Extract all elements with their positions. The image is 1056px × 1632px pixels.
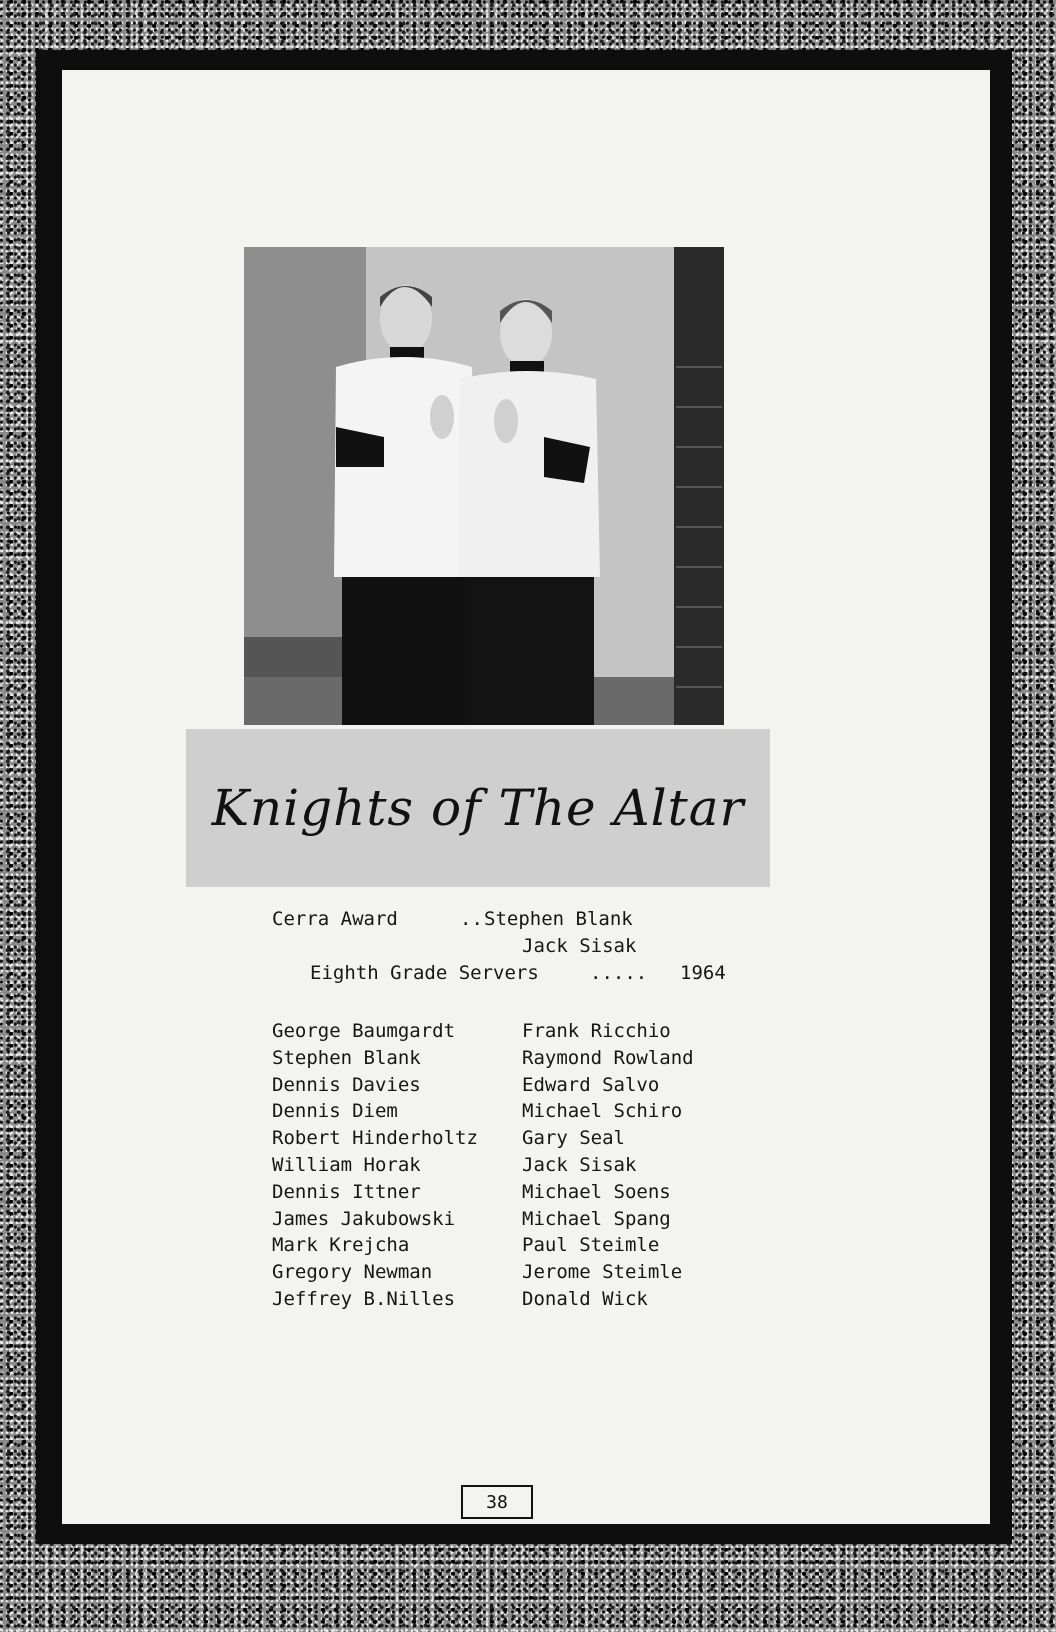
list-item: Donald Wick [522,1287,648,1310]
list-item: Paul Steimle [522,1234,660,1257]
list-item: Mark Krejcha [272,1234,410,1257]
list-item: Robert Hinderholtz [272,1127,478,1150]
cerra-award-recipient: Jack Sisak [522,935,637,957]
list-item: Frank Ricchio [522,1020,671,1042]
list-item: Jerome Steimle [522,1261,683,1284]
list-item: Gregory Newman [272,1261,433,1284]
title-banner [186,729,770,887]
list-item: Dennis Davies [272,1073,421,1096]
list-item: William Horak [272,1153,421,1176]
list-item: Dennis Ittner [272,1180,421,1203]
servers-heading-year: 1964 [680,962,726,984]
list-item: George Baumgardt [272,1020,456,1042]
list-item: Michael Soens [522,1180,671,1203]
list-item: Michael Schiro [522,1100,683,1123]
servers-list-right [522,1018,782,1313]
list-item: Jack Sisak [522,1153,637,1176]
list-item: Dennis Diem [272,1100,398,1123]
cerra-award-label: Cerra Award [272,908,398,930]
list-item: Michael Spang [522,1207,671,1230]
cerra-award-recipient: Stephen Blank [484,908,633,930]
altar-servers-photo [244,247,724,725]
page-number: 38 [461,1485,533,1519]
servers-heading-dots: ..... [590,962,648,984]
list-item: James Jakubowski [272,1207,456,1230]
list-item: Edward Salvo [522,1073,660,1096]
servers-list-left [272,1018,532,1313]
list-item: Jeffrey B.Nilles [272,1287,456,1310]
list-item: Raymond Rowland [522,1046,694,1069]
page-title: Knights of The Altar [211,779,745,837]
servers-heading-label: Eighth Grade Servers [310,962,539,984]
cerra-award-separator: .. [460,908,483,930]
list-item: Stephen Blank [272,1046,421,1069]
list-item: Gary Seal [522,1127,625,1150]
